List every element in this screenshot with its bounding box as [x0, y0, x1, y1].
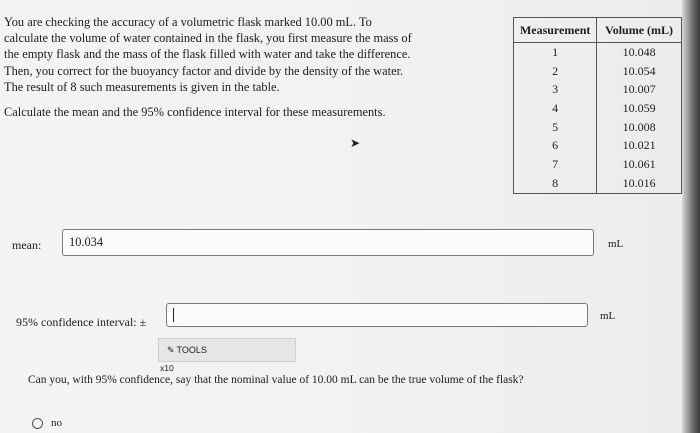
- problem-line: The result of 8 such measurements is given in the table.: [4, 79, 280, 94]
- problem-text: [4, 14, 424, 120]
- problem-line: calculate the volume of water contained in the flask, you first measure the mass of: [4, 31, 412, 46]
- measurement-cell: 1: [514, 43, 597, 62]
- header-measurement: Measurement: [514, 18, 597, 43]
- mean-label: mean:: [12, 238, 42, 252]
- table-row: [422, 80, 682, 99]
- measurement-cell: 5: [514, 118, 597, 137]
- question-text: Can you, with 95% confidence, say that the nominal value of 10.00 mL can be the true volume of the flask?: [28, 374, 524, 386]
- table-spacer: [422, 80, 514, 99]
- table-spacer: [422, 62, 514, 81]
- tools-button[interactable]: [158, 338, 296, 362]
- ci-unit: mL: [600, 310, 616, 322]
- table-spacer: [422, 118, 514, 137]
- table-row: [422, 118, 682, 137]
- measurement-cell: 8: [514, 174, 597, 193]
- problem-line: Then, you correct for the buoyancy factor and divide by the density of the water.: [4, 63, 404, 78]
- mean-unit: mL: [608, 238, 624, 250]
- table-row: [422, 136, 682, 155]
- tools-icon: ✎: [167, 344, 175, 355]
- header-volume: Volume (mL): [597, 18, 682, 43]
- table-row: [422, 155, 682, 174]
- table-row: [422, 99, 682, 118]
- volume-cell: 10.054: [597, 62, 682, 81]
- volume-cell: 10.048: [597, 43, 682, 62]
- tools-label: TOOLS: [176, 345, 207, 355]
- problem-line: the empty flask and the mass of the flask filled with water and take the difference.: [4, 47, 411, 62]
- radio-no-label: no: [51, 417, 62, 429]
- x10-button[interactable]: x10: [160, 363, 174, 373]
- volume-cell: 10.007: [597, 80, 682, 99]
- table-spacer: [422, 174, 514, 193]
- page-edge-shadow: [682, 0, 700, 433]
- table-spacer: [422, 155, 514, 174]
- measurement-cell: 4: [514, 99, 597, 118]
- mouse-cursor-icon: ➤: [350, 136, 361, 150]
- table-row: [422, 62, 682, 81]
- ci-label: 95% confidence interval: ±: [16, 315, 147, 329]
- measurement-cell: 2: [514, 62, 597, 81]
- volume-cell: 10.021: [597, 136, 682, 155]
- table-row: [422, 174, 682, 193]
- volume-cell: 10.061: [597, 155, 682, 174]
- measurement-cell: 3: [514, 80, 597, 99]
- text-caret: [173, 308, 174, 322]
- mean-input[interactable]: 10.034: [62, 229, 594, 256]
- table-row: [422, 43, 682, 62]
- table-spacer: [422, 99, 514, 118]
- measurement-cell: 7: [514, 155, 597, 174]
- volume-cell: 10.008: [597, 118, 682, 137]
- table-spacer: [422, 18, 514, 43]
- volume-cell: 10.059: [597, 99, 682, 118]
- problem-line: You are checking the accuracy of a volumetric flask marked 10.00 mL. To: [4, 15, 372, 29]
- measurement-table: [422, 17, 682, 194]
- radio-no[interactable]: [32, 418, 43, 429]
- ci-input[interactable]: [166, 303, 588, 327]
- table-spacer: [422, 136, 514, 155]
- problem-ask: Calculate the mean and the 95% confidence interval for these measurements.: [4, 105, 386, 120]
- volume-cell: 10.016: [597, 174, 682, 193]
- table-spacer: [422, 43, 514, 62]
- measurement-cell: 6: [514, 136, 597, 155]
